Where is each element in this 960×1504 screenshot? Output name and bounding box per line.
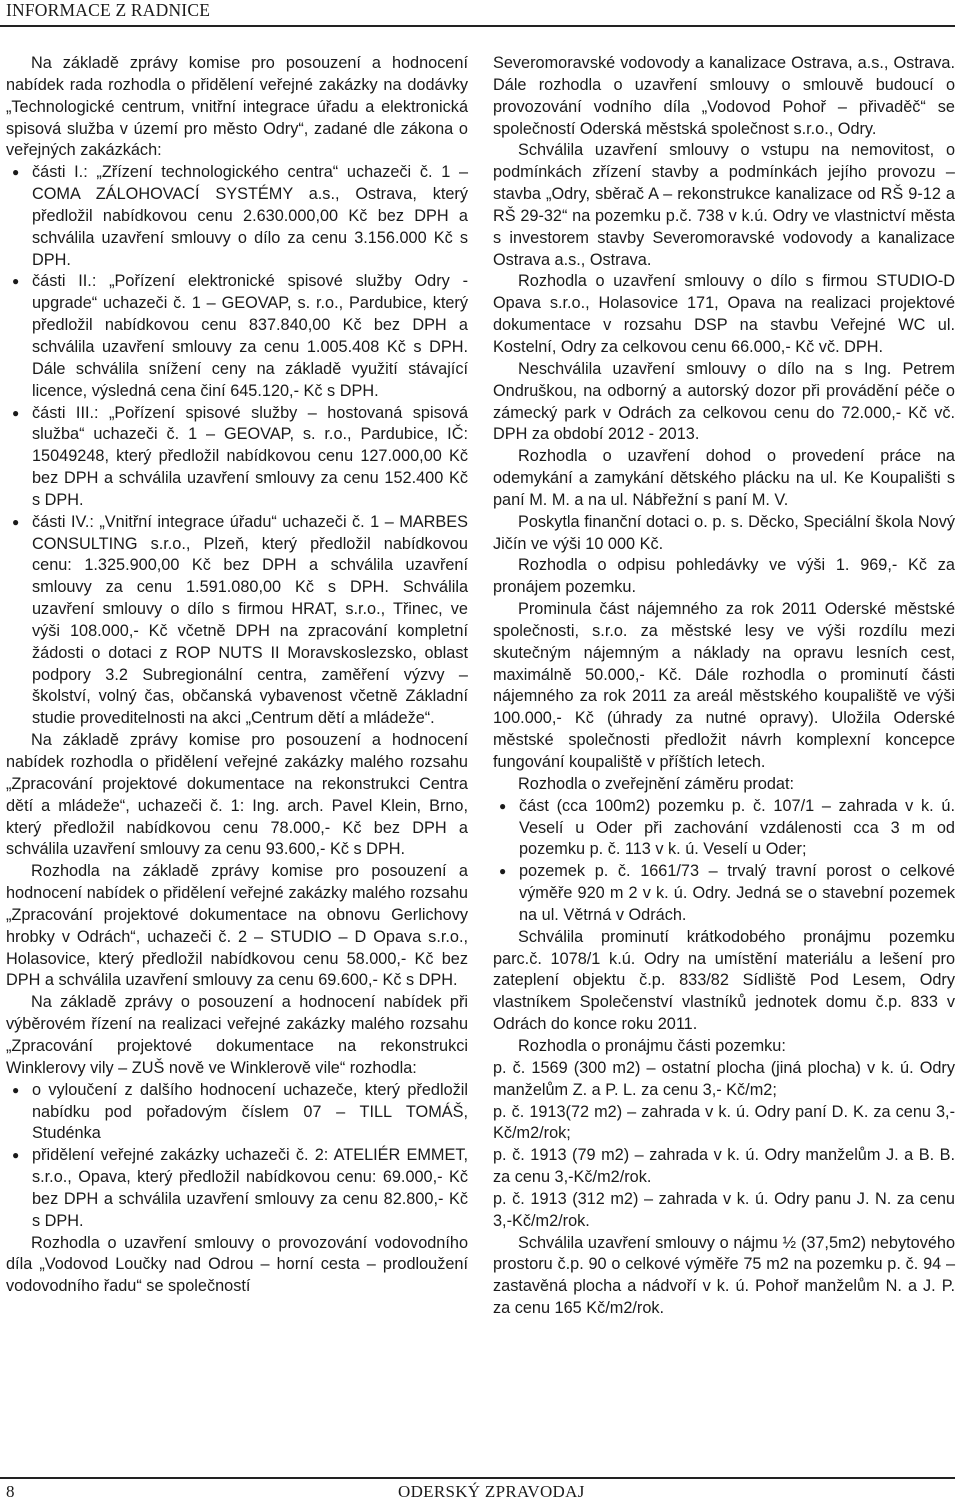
bullet-icon: ● <box>12 405 20 420</box>
bullet-icon: ● <box>12 274 20 289</box>
running-footer-title: ODERSKÝ ZPRAVODAJ <box>398 1482 585 1501</box>
paragraph: Rozhodla o uzavření dohod o provedení práce na odemykání a zamykání dětského plácku na ul. Ke Koupališti s paní M. M. a na ul. Nábřežní s paní M. V. <box>493 447 955 509</box>
list-item: ● části III.: „Pořízení spisové služby – hostovaná spisová služba“ uchazeči č. 1 – GEOVAP, s. r.o., Pardubice, IČ: 15049248, který předložil nabídkovou cenu 127.000,00 Kč bez DPH a schválila uzavření smlouvy za cenu 152.400 Kč s DPH. <box>12 403 468 509</box>
paragraph: Severomoravské vodovody a kanalizace Ostrava, a.s., Ostrava. Dále rozhodla o uzavření smlouvy o smlouvě budoucí o provozování vodního díla „Vodovod Pohoř – přivaděč“ se společností Oderská městská společnost s.r.o., Odry. <box>493 54 955 138</box>
left-column <box>6 53 468 1298</box>
paragraph: Neschválila uzavření smlouvy o dílo na s Ing. Petrem Ondruškou, na odborný a autorský dozor při provádění péče o zámecký park v Odrách za celkovou cenu do 72.000,- Kč vč. DPH za období 2012 - 2013. <box>493 359 955 444</box>
lease-line: p. č. 1913(72 m2) – zahrada v k. ú. Odry paní D. K. za cenu 3,-Kč/m2/rok; <box>493 1102 955 1143</box>
bullet-icon: ● <box>12 1082 20 1097</box>
running-header-title: INFORMACE Z RADNICE <box>6 0 211 20</box>
list-item: ● o vyloučení z dalšího hodnocení uchazeče, který předložil nabídku pod pořadovým číslem 07 – TILL TOMÁŠ, Studénka <box>12 1080 468 1143</box>
lease-line: p. č. 1913 (312 m2) – zahrada v k. ú. Odry panu J. N. za cenu 3,-Kč/m2/rok. <box>493 1189 955 1230</box>
list-item: ● části IV.: „Vnitřní integrace úřadu“ uchazeči č. 1 – MARBES CONSULTING s.r.o., Plzeň, který předložil nabídkovou cenu: 1.325.900,00 Kč bez DPH a schválila uzavření smlouvy za cenu 1.591.080,00 Kč s DPH. Schválila uzavření smlouvy o dílo s firmou HRAT, s.r.o., Třinec, ve výši 108.000,- Kč včetně DPH na zpracování kompletní žádosti o dotaci z ROP NUTS II Moravskoslezsko, oblast podpory 3.2 Subregionální centra, zaměření výzvy – školství, volný čas, občanská vybavenost včetně Základní studie proveditelnosti na akci „Centrum dětí a mládeže“. <box>12 512 468 728</box>
lease-line: p. č. 1913 (79 m2) – zahrada v k. ú. Odry manželům J. a B. B. za cenu 3,-Kč/m2/rok. <box>493 1146 955 1187</box>
paragraph: Rozhodla o pronájmu části pozemku: <box>518 1036 786 1055</box>
list-item: ● části I.: „Zřízení technologického centra“ uchazeči č. 1 – COMA ZÁLOHOVACÍ SYSTÉMY a.s., Ostrava, který předložil nabídkovou cenu 2.630.000,00 Kč bez DPH a schválila uzavření smlouvy o dílo za cenu 3.156.000 Kč s DPH. <box>12 163 468 269</box>
lease-line: p. č. 1569 (300 m2) – ostatní plocha (jiná plocha) v k. ú. Odry manželům Z. a P. L. za cenu 3,- Kč/m2; <box>493 1058 955 1099</box>
list-item: ● přidělení veřejné zakázky uchazeči č. 2: ATELIÉR EMMET, s.r.o., Opava, který předložil nabídkovou cenu: 69.000,- Kč bez DPH a schválila uzavření smlouvy za cenu 82.800,- Kč s DPH. <box>12 1146 468 1230</box>
page-number: 8 <box>6 1482 15 1501</box>
paragraph: Na základě zprávy o posouzení a hodnocení nabídek při výběrovém řízení na realizaci veřejné zakázky malého rozsahu „Zpracování projektové dokumentace na rekonstrukci Winklerovy vily – ZUŠ nově ve Winklerově vile“ rozhodla: <box>6 993 468 1077</box>
header-rule <box>0 25 955 27</box>
list-item: ● části II.: „Pořízení elektronické spisové služby Odry - upgrade“ uchazeči č. 1 – GEOVAP, s. r.o., Pardubice, který předložil nabídkovou cenu 837.840,00 Kč bez DPH a schválila uzavření smlouvy za cenu 1.005.408 Kč s DPH. Dále schválila snížení ceny na základě využití stávající licence, výsledná cena činí 645.120,- Kč s DPH. <box>12 272 468 400</box>
paragraph: Prominula část nájemného za rok 2011 Oderské městské společnosti, s.r.o. za městské lesy ve výši rozdílu mezi skutečným nájemným a náklady na opravu lesních cest, maximálně 50.000,- Kč. Dále rozhodla o prominutí části nájemného za rok 2011 za areál městského koupaliště ve výši 100.000,- Kč (úhrady za nutné opravy). Uložila Oderské městské společnosti předložit návrh komplexní koncepce fungování koupaliště v příštích letech. <box>493 600 955 771</box>
bullet-list <box>493 796 955 927</box>
paragraph: Rozhodla o uzavření smlouvy o provozování vodovodního díla „Vodovod Loučky nad Odrou – horní cesta – prodloužení vodovodního řadu“ se společností <box>6 1233 468 1296</box>
paragraph: Rozhodla o uzavření smlouvy o dílo s firmou STUDIO-D Opava s.r.o., Holasovice 171, Opava na realizaci projektové dokumentace v rozsahu DSP na stavbu Veřejné WC ul. Kostelní, Odry za celkovou cenu 66.000,- Kč vč. DPH. <box>493 272 955 356</box>
paragraph: Poskytla finanční dotaci o. p. s. Děcko, Speciální škola Nový Jičín ve výši 10 000 Kč. <box>493 512 955 553</box>
paragraph: Schválila uzavření smlouvy o nájmu ½ (37,5m2) nebytového prostoru č.p. 90 o celkové výměře 75 m2 na pozemku p. č. 94 – zastavěná plocha a nádvoří v k. ú. Pohoř manželům N. a J. P. za cenu 165 Kč/m2/rok. <box>493 1233 955 1318</box>
footer-rule <box>0 1477 955 1479</box>
paragraph: Schválila uzavření smlouvy o vstupu na nemovitost, o podmínkách zřízení stavby a podmínkách jejího provozu – stavba „Odry, sběrač A – rekonstrukce kanalizace od RŠ 9-12 a RŠ 29-32“ na pozemku p.č. 738 v k.ú. Odry ve vlastnictví města s investorem stavby Severomoravské vodovody a kanalizace Ostrava a.s., Ostrava. <box>493 141 955 269</box>
bullet-list <box>6 1080 468 1233</box>
bullet-icon: ● <box>12 514 20 529</box>
paragraph: Na základě zprávy komise pro posouzení a hodnocení nabídek rozhodla o přidělení veřejné zakázky malého rozsahu „Zpracování projektové dokumentace na rekonstrukci Centra dětí a mládeže“, uchazeči č. 1: Ing. arch. Pavel Klein, Brno, který předložil nabídkovou cenu 78.000,- Kč bez DPH a schválila uzavření smlouvy za cenu 93.600,- Kč s DPH. <box>6 731 468 859</box>
paragraph: Rozhodla o odpisu pohledávky ve výši 1. 969,- Kč za pronájem pozemku. <box>493 556 955 597</box>
list-item: ● pozemek p. č. 1661/73 – trvalý travní porost o celkové výměře 920 m 2 v k. ú. Odry. Jedná se o stavební pozemek na ul. Větrná v Odrách. <box>499 862 955 924</box>
paragraph: Rozhodla o zveřejnění záměru prodat: <box>518 774 795 793</box>
bullet-icon: ● <box>12 165 20 180</box>
paragraph: Na základě zprávy komise pro posouzení a hodnocení nabídek rada rozhodla o přidělení veřejné zakázky na dodávky „Technologické centrum, vnitřní integrace úřadu a elektronická spisová služba v území pro město Odry“, zadané dle zákona o veřejných zakázkách: <box>6 54 468 160</box>
bullet-list <box>6 162 468 730</box>
bullet-icon: ● <box>12 1148 20 1163</box>
bullet-icon: ● <box>499 798 507 813</box>
bullet-icon: ● <box>499 864 507 879</box>
right-column <box>493 53 955 1320</box>
list-item: ● část (cca 100m2) pozemku p. č. 107/1 – zahrada v k. ú. Veselí u Oder při zachování vzdálenosti cca 3 m od pozemku p. č. 113 v k. ú. Veselí u Oder; <box>499 796 955 859</box>
paragraph: Rozhodla na základě zprávy komise pro posouzení a hodnocení nabídek o přidělení veřejné zakázky malého rozsahu „Zpracování projektové dokumentace na obnovu Gerlichovy hrobky v Odrách“, uchazeči č. 2 – STUDIO – D Opava s.r.o., Holasovice, který předložil nabídkovou cenu 58.000,- Kč bez DPH a schválila uzavření smlouvy za cenu 69.600,- Kč s DPH. <box>6 862 468 990</box>
paragraph: Schválila prominutí krátkodobého pronájmu pozemku parc.č. 1078/1 k.ú. Odry na umístění materiálu a lešení pro zateplení objektu č.p. 833/82 Sídliště Pod Lesem, Odry vlastníkem Společenství vlastníků jednotek domu č.p. 833 v Odrách do konce roku 2011. <box>493 927 955 1034</box>
